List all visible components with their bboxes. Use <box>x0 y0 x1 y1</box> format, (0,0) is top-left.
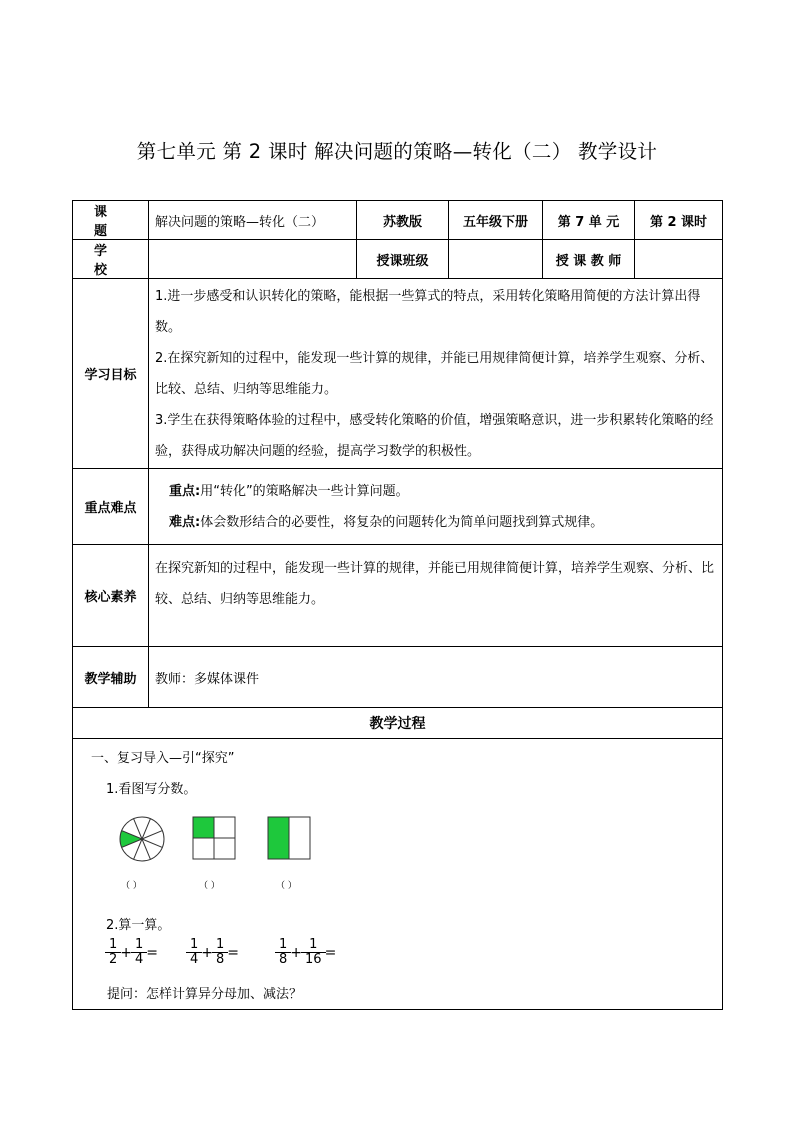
fraction: $\frac{1}{8}$ <box>214 938 226 967</box>
unit: 第 7 单 元 <box>543 201 635 240</box>
course-row <box>73 201 723 240</box>
sum-expression-2 <box>188 938 240 967</box>
objectives-label: 学习目标 <box>73 279 149 469</box>
plus-sign: + <box>201 944 214 961</box>
teacher-value <box>635 240 723 279</box>
lesson-number: 第 2 课时 <box>635 201 723 240</box>
page-title: 第七单元 第 2 课时 解决问题的策略—转化（二） 教学设计 <box>136 140 658 163</box>
aids-label: 教学辅助 <box>73 647 149 708</box>
class-label: 授课班级 <box>357 240 449 279</box>
objectives-content <box>149 279 723 469</box>
key-points-row <box>73 469 723 545</box>
core-row <box>73 545 723 647</box>
core-label: 核心素养 <box>73 545 149 647</box>
plus-sign: + <box>290 944 303 961</box>
sum-expression-3 <box>277 938 337 967</box>
objective-2: 2.在探究新知的过程中，能发现一些计算的规律，并能已用规律简便计算，培养学生观察、分析、比较、总结、归纳等思维能力。 <box>155 350 714 397</box>
key-points-content <box>149 469 723 545</box>
equals-sign: = <box>324 944 337 961</box>
section-heading: 一、复习导入—引“探究” <box>91 751 235 766</box>
fraction: $\frac{1}{4}$ <box>133 938 145 967</box>
course-value: 解决问题的策略—转化（二） <box>149 201 357 240</box>
pie-shaded-slice <box>120 831 142 848</box>
key-points-label: 重点难点 <box>73 469 149 545</box>
equals-sign: = <box>227 944 240 961</box>
objectives-row <box>73 279 723 469</box>
process-content <box>73 739 723 1010</box>
question-2: 2.算一算。 <box>106 918 171 933</box>
aids-content: 教师：多媒体课件 <box>149 647 723 708</box>
answer-blank-3: （ ） <box>276 881 297 891</box>
pie-fraction-figure <box>117 814 167 864</box>
class-value <box>449 240 543 279</box>
objective-3: 3.学生在获得策略体验的过程中，感受转化策略的价值，增强策略意识，进一步积累转化策略的经验，获得成功解决问题的经验，提高学习数学的积极性。 <box>155 412 714 459</box>
answer-blank-2: （ ） <box>199 881 220 891</box>
process-header-row <box>73 708 723 739</box>
fraction: $\frac{1}{2}$ <box>107 938 119 967</box>
difficult-point: 难点:体会数形结合的必要性，将复杂的问题转化为简单问题找到算式规律。 <box>169 514 604 530</box>
half-shaded <box>268 817 289 859</box>
answer-blank-1: （ ） <box>121 881 142 891</box>
key-point: 重点:用“转化”的策略解决一些计算问题。 <box>169 483 409 499</box>
process-label: 教学过程 <box>73 708 723 739</box>
question-1: 1.看图写分数。 <box>106 782 197 797</box>
process-row <box>73 739 723 1010</box>
publisher: 苏教版 <box>357 201 449 240</box>
lesson-plan-table <box>72 200 723 1010</box>
discussion-question: 提问：怎样计算异分母加、减法？ <box>107 987 303 1002</box>
teacher-label: 授 课 教 师 <box>543 240 635 279</box>
quarter-shaded <box>193 817 214 838</box>
quarter-square-figure <box>192 816 238 862</box>
core-content: 在探究新知的过程中，能发现一些计算的规律，并能已用规律简便计算，培养学生观察、分析、比较、总结、归纳等思维能力。 <box>149 545 723 647</box>
course-label: 课 题 <box>73 201 149 240</box>
fraction: $\frac{1}{16}$ <box>303 938 324 967</box>
plus-sign: + <box>120 944 133 961</box>
school-row <box>73 240 723 279</box>
half-rectangle-figure <box>267 816 313 862</box>
sum-expression-1 <box>107 938 159 967</box>
fraction: $\frac{1}{4}$ <box>188 938 200 967</box>
school-label: 学 校 <box>73 240 149 279</box>
objective-1: 1.进一步感受和认识转化的策略，能根据一些算式的特点，采用转化策略用简便的方法计算出得数。 <box>155 288 701 335</box>
school-value <box>149 240 357 279</box>
equals-sign: = <box>146 944 159 961</box>
aids-row <box>73 647 723 708</box>
fraction: $\frac{1}{8}$ <box>277 938 289 967</box>
grade: 五年级下册 <box>449 201 543 240</box>
